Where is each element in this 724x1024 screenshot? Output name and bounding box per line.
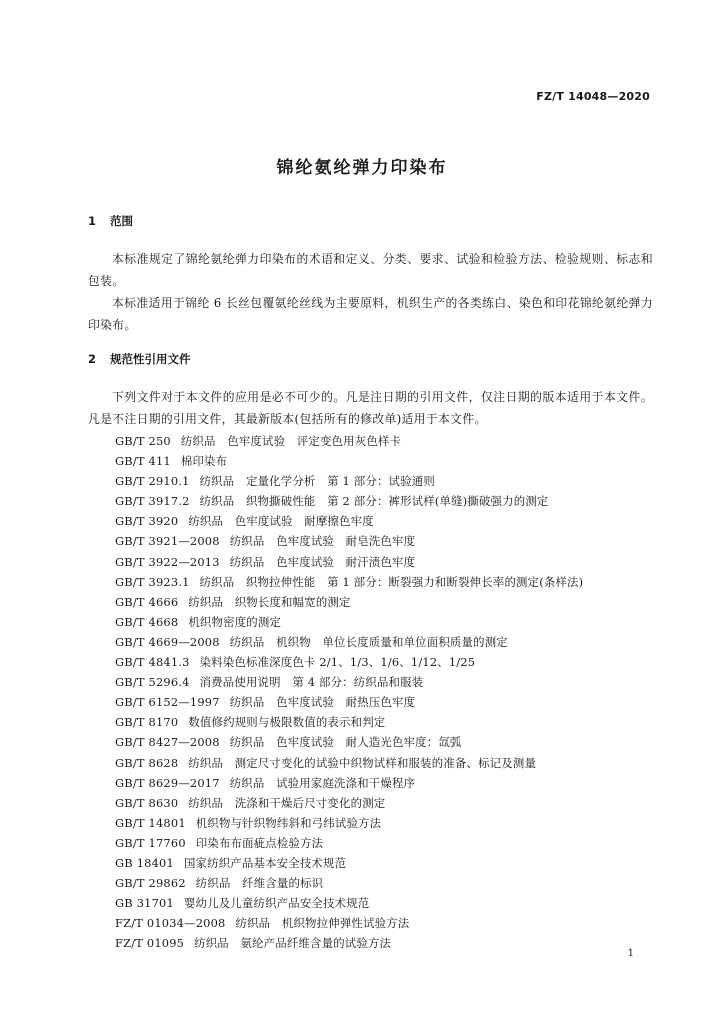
reference-title: 纺织品 试验用家庭洗涤和干燥程序 — [229, 775, 416, 790]
reference-title: 纺织品 色牢度试验 耐人造光色牢度：氙弧 — [229, 735, 462, 750]
reference-title: 纺织品 洗涤和干燥后尺寸变化的测定 — [188, 795, 386, 810]
reference-title: 染料染色标准深度色卡 2/1、1/3、1/6、1/12、1/25 — [199, 655, 476, 670]
reference-title: 纺织品 色牢度试验 耐摩擦色牢度 — [188, 514, 374, 529]
reference-title: 纺织品 测定尺寸变化的试验中织物试样和服装的准备、标记及测量 — [188, 755, 537, 770]
section-1-paragraph-1: 本标准规定了锦纶氨纶弹力印染布的术语和定义、分类、要求、试验和检验方法、检验规则、标志和包装。 — [88, 252, 653, 288]
reference-title: 纺织品 色牢度试验 耐皂洗色牢度 — [229, 534, 416, 549]
reference-title: 印染布布面疵点检验方法 — [195, 835, 324, 850]
reference-title: 纺织品 机织物拉伸弹性试验方法 — [235, 916, 410, 931]
section-2-intro: 下列文件对于本文件的应用是必不可少的。凡是注日期的引用文件，仅注日期的版本适用于本文件。凡是不注日期的引用文件，其最新版本(包括所有的修改单)适用于本文件。 — [88, 390, 653, 426]
reference-title: 机织物密度的测定 — [188, 614, 282, 629]
reference-title: 机织物与针织物纬斜和弓纬试验方法 — [195, 815, 382, 830]
page-number: 1 — [627, 948, 634, 959]
reference-code: GB/T 14801 — [115, 815, 186, 830]
section-2-number: 2 — [88, 352, 97, 366]
reference-item — [115, 753, 583, 773]
reference-code: GB/T 4841.3 — [115, 655, 190, 670]
reference-code: GB 31701 — [115, 896, 174, 911]
reference-code: GB/T 6152—1997 — [115, 695, 220, 710]
reference-title: 纺织品 纤维含量的标识 — [195, 876, 324, 891]
standard-code: FZ/T 14048—2020 — [536, 90, 650, 103]
reference-code: GB/T 4669—2008 — [115, 634, 220, 649]
reference-item — [115, 893, 583, 913]
reference-code: GB/T 8427—2008 — [115, 735, 220, 750]
section-2-title: 规范性引用文件 — [110, 352, 191, 366]
reference-item — [115, 692, 583, 712]
section-1-paragraph-2: 本标准适用于锦纶 6 长丝包覆氨纶丝线为主要原料，机织生产的各类练白、染色和印花锦纶氨纶弹力印染布。 — [88, 296, 653, 332]
reference-code: GB/T 8630 — [115, 795, 179, 810]
reference-title: 婴幼儿及儿童纺织产品安全技术规范 — [183, 896, 370, 911]
document-title: 锦纶氨纶弹力印染布 — [276, 158, 448, 178]
reference-item — [115, 793, 583, 813]
reference-code: GB/T 8628 — [115, 755, 179, 770]
reference-title: 纺织品 机织物 单位长度质量和单位面积质量的测定 — [229, 634, 508, 649]
reference-item — [115, 853, 583, 873]
reference-code: GB/T 29862 — [115, 876, 186, 891]
reference-code: GB/T 3920 — [115, 514, 179, 529]
reference-code: FZ/T 01095 — [115, 936, 185, 951]
reference-code: GB/T 2910.1 — [115, 474, 190, 489]
section-2-heading — [88, 351, 191, 367]
reference-code: GB/T 250 — [115, 434, 171, 448]
reference-title: 纺织品 色牢度试验 评定变色用灰色样卡 — [180, 434, 402, 448]
reference-item — [115, 612, 583, 632]
reference-title: 纺织品 织物长度和幅宽的测定 — [188, 594, 351, 609]
reference-item — [115, 913, 583, 933]
reference-title: 数值修约规则与极限数值的表示和判定 — [188, 715, 386, 730]
reference-title: 纺织品 色牢度试验 耐热压色牢度 — [229, 695, 416, 710]
reference-title: 纺织品 氨纶产品纤维含量的试验方法 — [194, 936, 392, 951]
reference-item — [115, 572, 583, 592]
reference-code: GB/T 4668 — [115, 614, 179, 629]
reference-code: GB/T 3923.1 — [115, 574, 190, 589]
reference-code: GB/T 3917.2 — [115, 494, 190, 509]
reference-code: GB/T 8170 — [115, 715, 179, 730]
reference-code: GB/T 411 — [115, 454, 171, 469]
reference-item — [115, 592, 583, 612]
reference-item — [115, 451, 583, 471]
reference-item — [115, 552, 583, 572]
reference-item — [115, 632, 583, 652]
reference-code: GB/T 3922—2013 — [115, 554, 220, 569]
reference-item — [115, 773, 583, 793]
reference-item — [115, 491, 583, 511]
reference-code: GB/T 8629—2017 — [115, 775, 220, 790]
reference-code: GB/T 17760 — [115, 835, 186, 850]
reference-code: FZ/T 01034—2008 — [115, 916, 226, 931]
reference-title: 棉印染布 — [180, 454, 228, 469]
reference-title: 国家纺织产品基本安全技术规范 — [183, 855, 347, 870]
reference-code: GB/T 4666 — [115, 594, 179, 609]
reference-item — [115, 431, 583, 451]
reference-item — [115, 652, 583, 672]
reference-item — [115, 833, 583, 853]
reference-item — [115, 672, 583, 692]
reference-code: GB/T 3921—2008 — [115, 534, 220, 549]
reference-item — [115, 813, 583, 833]
reference-list — [115, 431, 583, 953]
section-1-number: 1 — [88, 214, 97, 228]
reference-title: 纺织品 织物撕破性能 第 2 部分：裤形试样(单缝)撕破强力的测定 — [199, 494, 549, 509]
reference-item — [115, 511, 583, 531]
reference-item — [115, 873, 583, 893]
section-1-title: 范围 — [110, 214, 133, 228]
reference-item — [115, 933, 583, 953]
reference-item — [115, 732, 583, 752]
reference-item — [115, 531, 583, 551]
reference-code: GB 18401 — [115, 855, 174, 870]
reference-title: 纺织品 定量化学分析 第 1 部分：试验通则 — [199, 474, 435, 489]
reference-title: 纺织品 色牢度试验 耐汗渍色牢度 — [229, 554, 416, 569]
reference-item — [115, 471, 583, 491]
reference-item — [115, 712, 583, 732]
reference-title: 消费品使用说明 第 4 部分：纺织品和服装 — [199, 675, 424, 690]
reference-code: GB/T 5296.4 — [115, 675, 190, 690]
reference-title: 纺织品 织物拉伸性能 第 1 部分：断裂强力和断裂伸长率的测定(条样法) — [199, 574, 584, 589]
section-1-heading — [88, 213, 133, 229]
